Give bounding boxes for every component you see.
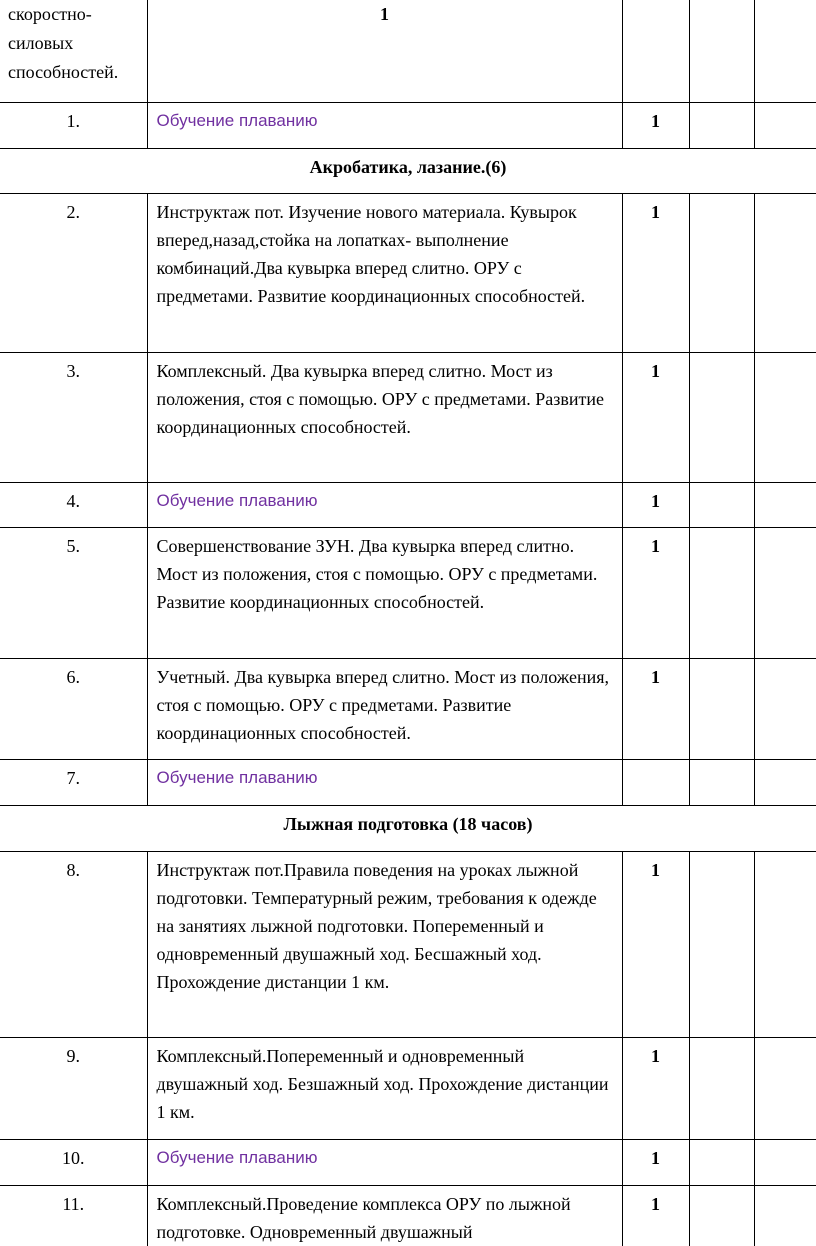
- lesson-topic: Комплексный. Два кувырка вперед слитно. Мост из положения, стоя с помощью. ОРУ с предметами. Развитие координационных способностей.: [147, 352, 622, 482]
- lesson-hours: 1: [622, 1037, 689, 1139]
- lesson-hours: 1: [622, 352, 689, 482]
- empty-cell: [689, 1139, 754, 1185]
- lesson-number: 1.: [0, 102, 147, 148]
- lesson-hours: 1: [622, 482, 689, 527]
- empty-cell: [689, 193, 754, 352]
- empty-cell: [689, 0, 754, 102]
- lesson-number: 5.: [0, 527, 147, 658]
- table-row: [0, 759, 816, 805]
- lesson-hours: 1: [622, 527, 689, 658]
- continuation-row: [0, 0, 816, 102]
- empty-cell: [754, 1037, 816, 1139]
- lesson-number: 10.: [0, 1139, 147, 1185]
- empty-cell: [689, 1185, 754, 1246]
- table-row: [0, 527, 816, 658]
- empty-cell: [754, 759, 816, 805]
- empty-cell: [689, 658, 754, 759]
- lesson-hours: 1: [622, 1139, 689, 1185]
- table-row: [0, 102, 816, 148]
- table-row: [0, 482, 816, 527]
- lesson-hours: 1: [622, 658, 689, 759]
- lesson-topic: Инструктаж пот.Правила поведения на уроках лыжной подготовки. Температурный режим, требования к одежде на занятиях лыжной подготовки. Попеременный и одновременный двушажный ход. Бесшажный ход. Прохождение дистанции 1 км.: [147, 851, 622, 1037]
- lesson-hours: 1: [622, 102, 689, 148]
- lesson-number: 2.: [0, 193, 147, 352]
- lesson-topic: Комплексный.Проведение комплекса ОРУ по лыжной подготовке. Одновременный двушажный: [147, 1185, 622, 1246]
- empty-cell: [754, 658, 816, 759]
- lesson-number: 3.: [0, 352, 147, 482]
- lesson-topic: Обучение плаванию: [147, 482, 622, 527]
- table-row: [0, 1139, 816, 1185]
- continuation-hours-cell: [147, 0, 622, 102]
- lesson-number: 4.: [0, 482, 147, 527]
- continuation-topic-text: скоростно- силовых способностей.: [8, 4, 119, 82]
- table-row: [0, 851, 816, 1037]
- lesson-topic: Комплексный.Попеременный и одновременный двушажный ход. Безшажный ход. Прохождение дистанции 1 км.: [147, 1037, 622, 1139]
- lesson-topic: Обучение плаванию: [147, 759, 622, 805]
- empty-cell: [754, 527, 816, 658]
- empty-cell: [622, 0, 689, 102]
- continuation-hours-text: 1: [380, 4, 389, 24]
- lesson-hours: 1: [622, 851, 689, 1037]
- empty-cell: [754, 102, 816, 148]
- table-row: [0, 193, 816, 352]
- section-title: Лыжная подготовка (18 часов): [0, 805, 816, 851]
- empty-cell: [689, 527, 754, 658]
- lesson-number: 8.: [0, 851, 147, 1037]
- lesson-topic: Учетный. Два кувырка вперед слитно. Мост из положения, стоя с помощью. ОРУ с предметами. Развитие координационных способностей.: [147, 658, 622, 759]
- lesson-hours: 1: [622, 1185, 689, 1246]
- table-row: [0, 1037, 816, 1139]
- lesson-topic: Обучение плаванию: [147, 1139, 622, 1185]
- lesson-topic: Совершенствование ЗУН. Два кувырка вперед слитно. Мост из положения, стоя с помощью. ОРУ с предметами. Развитие координационных способностей.: [147, 527, 622, 658]
- lesson-topic: Инструктаж пот. Изучение нового материала. Кувырок вперед,назад,стойка на лопатках- выполнение комбинаций.Два кувырка вперед слитно. ОРУ с предметами. Развитие координационных способностей.: [147, 193, 622, 352]
- table-row: [0, 1185, 816, 1246]
- empty-cell: [754, 482, 816, 527]
- empty-cell: [689, 1037, 754, 1139]
- empty-cell: [754, 0, 816, 102]
- table-row: [0, 352, 816, 482]
- lesson-hours: [622, 759, 689, 805]
- empty-cell: [689, 482, 754, 527]
- empty-cell: [754, 851, 816, 1037]
- empty-cell: [754, 1139, 816, 1185]
- lesson-number: 9.: [0, 1037, 147, 1139]
- table-row: [0, 658, 816, 759]
- section-row: [0, 148, 816, 193]
- section-title: Акробатика, лазание.(6): [0, 148, 816, 193]
- section-row: [0, 805, 816, 851]
- empty-cell: [754, 1185, 816, 1246]
- empty-cell: [754, 193, 816, 352]
- lesson-number: 11.: [0, 1185, 147, 1246]
- lesson-hours: 1: [622, 193, 689, 352]
- empty-cell: [754, 352, 816, 482]
- lesson-topic: Обучение плаванию: [147, 102, 622, 148]
- empty-cell: [689, 759, 754, 805]
- empty-cell: [689, 102, 754, 148]
- empty-cell: [689, 352, 754, 482]
- continuation-topic-cell: [0, 0, 147, 102]
- lesson-number: 7.: [0, 759, 147, 805]
- lesson-number: 6.: [0, 658, 147, 759]
- empty-cell: [689, 851, 754, 1037]
